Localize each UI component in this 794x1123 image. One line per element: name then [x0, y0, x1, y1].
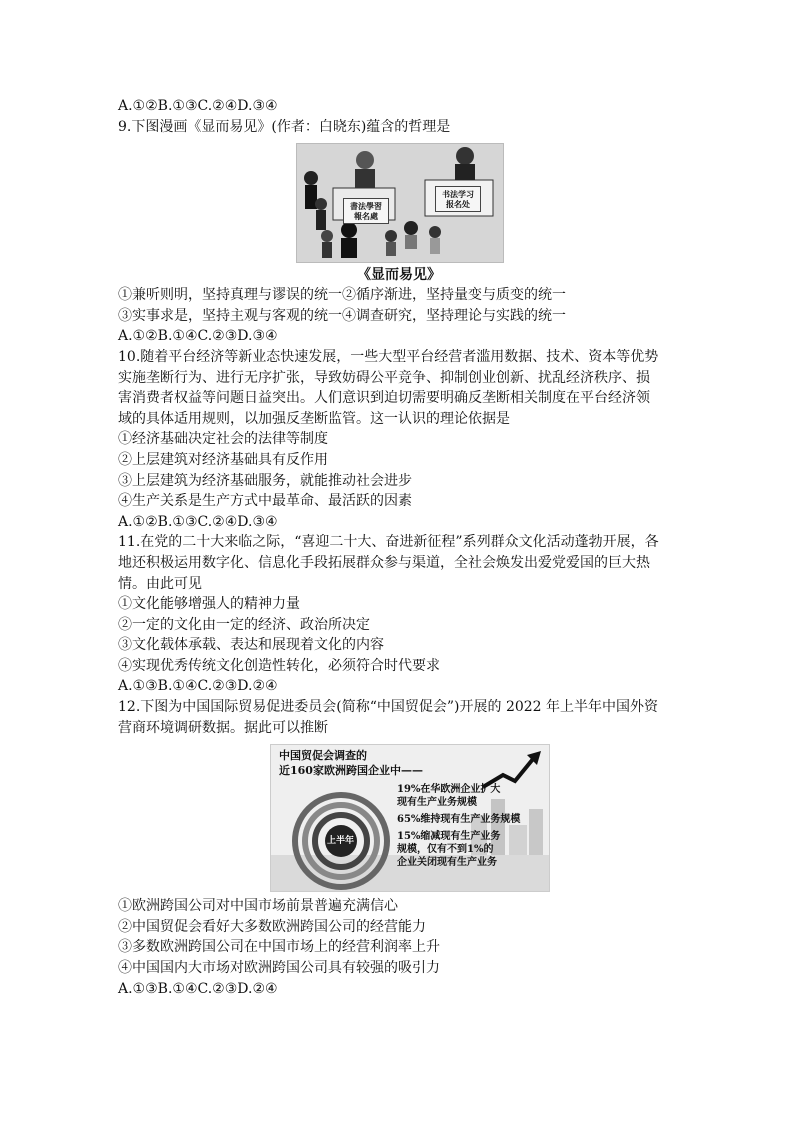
infographic-center-label: 上半年 [327, 836, 355, 847]
q11-item-4: ④实现优秀传统文化创造性转化，必须符合时代要求 [118, 657, 440, 674]
stat-1: 19%在华欧洲企业扩大 [397, 784, 501, 796]
stat-3c: 企业关闭现有生产业务 [397, 857, 497, 869]
q12-item-4: ④中国国内大市场对欧洲跨国公司具有较强的吸引力 [118, 960, 440, 977]
stat-3: 15%缩减现有生产业务 [397, 831, 501, 843]
stat-2: 65%维持现有生产业务规模 [397, 814, 521, 826]
left-sign-line-1: 書法學習 [350, 201, 382, 212]
right-booth-sign [435, 186, 481, 212]
q10-stem-3: 害消费者权益等问题日益突出。人们意识到迫切需要明确反垄断相关制度在平台经济领 [118, 390, 650, 407]
q11-item-2: ②一定的文化由一定的经济、政治所决定 [118, 616, 370, 633]
exam-page [118, 96, 680, 999]
q11-stem-3: 情。由此可见 [118, 575, 202, 592]
q12-item-1: ①欧洲跨国公司对中国市场前景普遍充满信心 [118, 898, 398, 915]
q12-stem-2: 营商环境调研数据。据此可以推断 [118, 719, 328, 736]
cartoon-caption: 《显而易见》 [357, 267, 441, 284]
infographic-title-2: 近160家欧洲跨国企业中—— [279, 764, 423, 778]
q10-item-2: ②上层建筑对经济基础具有反作用 [118, 451, 328, 468]
stat-3b: 规模，仅有不到1%的 [397, 844, 494, 856]
q12-item-3: ③多数欧洲跨国公司在中国市场上的经营利润率上升 [118, 939, 440, 956]
q12-item-2: ②中国贸促会看好大多数欧洲跨国公司的经营能力 [118, 918, 426, 935]
q10-options: A.①②B.①③C.②④D.③④ [118, 513, 278, 530]
q12-options: A.①③B.①④C.②③D.②④ [118, 980, 278, 997]
left-sign-line-2: 報名處 [354, 211, 378, 222]
q9-items-2: ③实事求是，坚持主观与客观的统一④调查研究，坚持理论与实践的统一 [118, 307, 566, 324]
q10-stem-4: 域的具体适用规则，以加强反垄断监管。这一认识的理论依据是 [118, 410, 510, 427]
q11-item-1: ①文化能够增强人的精神力量 [118, 596, 300, 613]
q10-item-4: ④生产关系是生产方式中最革命、最活跃的因素 [118, 493, 412, 510]
q10-item-3: ③上层建筑为经济基础服务，就能推动社会进步 [118, 472, 412, 489]
q9-options: A.①②B.①④C.②③D.③④ [118, 328, 278, 345]
q11-options: A.①③B.①④C.②③D.②④ [118, 678, 278, 695]
right-sign-line-2: 报名处 [446, 199, 470, 210]
q12-stem-1: 12.下图为中国国际贸易促进委员会(简称“中国贸促会”)开展的 2022 年上半年中国外资 [118, 699, 659, 716]
cartoon-image [296, 143, 504, 263]
q11-stem-1: 11.在党的二十大来临之际，“喜迎二十大、奋进新征程”系列群众文化活动蓬勃开展，各 [118, 534, 659, 551]
left-booth-sign [343, 198, 389, 224]
q8-options: A.①②B.①③C.②④D.③④ [118, 98, 278, 114]
q11-stem-2: 地还积极运用数字化、信息化手段拓展群众参与渠道，全社会焕发出爱党爱国的巨大热 [118, 554, 650, 571]
q10-item-1: ①经济基础决定社会的法律等制度 [118, 431, 328, 448]
right-sign-line-1: 书法学习 [442, 189, 474, 200]
q10-stem-2: 实施垄断行为、进行无序扩张，导致妨碍公平竞争、抑制创业创新、扰乱经济秩序、损 [118, 369, 650, 386]
q9-stem: 9.下图漫画《显而易见》(作者：白晓东)蕴含的哲理是 [118, 118, 451, 135]
stat-1b: 现有生产业务规模 [397, 797, 477, 809]
survey-infographic [270, 744, 550, 892]
q10-stem-1: 10.随着平台经济等新业态快速发展，一些大型平台经营者滥用数据、技术、资本等优势 [118, 348, 659, 365]
q11-item-3: ③文化载体承载、表达和展现着文化的内容 [118, 637, 384, 654]
infographic-title-1: 中国贸促会调查的 [279, 749, 367, 763]
q9-items-1: ①兼听则明，坚持真理与谬误的统一②循序渐进，坚持量变与质变的统一 [118, 287, 566, 304]
